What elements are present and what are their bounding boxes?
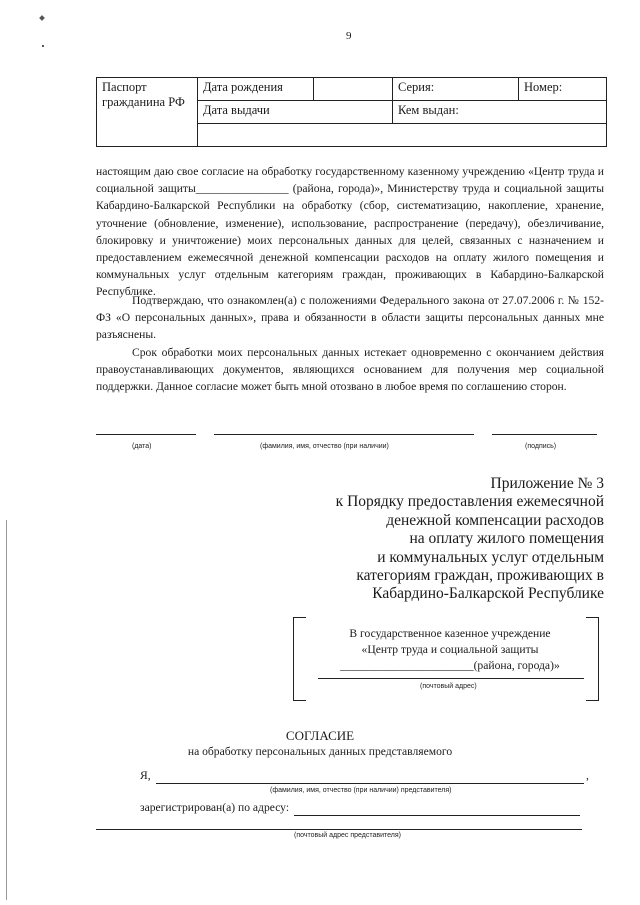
i-label: Я, <box>140 769 151 782</box>
appendix-line: Приложение № 3 <box>490 475 604 492</box>
address-box-line-2: «Центр труда и социальной защиты <box>361 643 539 656</box>
address-box-left-bracket <box>293 617 306 701</box>
representative-name-line <box>156 783 584 784</box>
scan-speck <box>6 520 7 900</box>
consent-paragraph-3: Срок обработки моих персональных данных истекает одновременно с окончанием действия правоустанавливающих документов, являющихся основанием для получения мер социальной поддержки. Данное согласие может быть мной отозвано в любое время по соглашению сторон. <box>96 346 604 394</box>
scan-speck <box>39 15 45 21</box>
page-number: 9 <box>346 30 352 42</box>
appendix-line: Кабардино-Балкарской Республике <box>372 585 604 603</box>
address-box-line-3: _______________________(района, города)» <box>340 659 560 672</box>
postal-address-caption: (почтовый адрес) <box>420 683 477 690</box>
representative-name-caption: (фамилия, имя, отчество (при наличии) представителя) <box>270 787 452 794</box>
issued-by-label: Кем выдан: <box>393 101 607 124</box>
appendix-heading <box>284 475 604 604</box>
consent-paragraph-1: настоящим даю свое согласие на обработку государственному казенному учреждению «Центр труда и социальной защиты________________ (района, города)», Министерству труда и социальной защиты Кабардино-Балкарской Республики на обработку (сбор, систематизацию, накопление, хранение, уточнение (обновление, изменение), использование, распространение (передачу), обезличивание, блокировку и уничтожение) моих персональных данных для целей, связанных с назначением и предоставлением ежемесячной денежной компенсации расходов на оплату жилого помещения и коммунальных услуг отдельным категориям граждан, проживающих в Кабардино-Балкарской Республике. <box>96 165 604 299</box>
birth-date-label: Дата рождения <box>198 78 314 101</box>
date-caption: (дата) <box>132 443 152 450</box>
series-label: Серия: <box>393 78 519 101</box>
number-label: Номер: <box>519 78 607 101</box>
name-comma: , <box>586 769 589 782</box>
registration-address-line <box>294 815 580 816</box>
scan-speck <box>42 45 44 47</box>
appendix-line: денежной компенсации расходов <box>386 511 604 529</box>
birth-date-value <box>314 78 393 101</box>
consent-subtitle: на обработку персональных данных представляемого <box>187 745 453 758</box>
passport-doc-label: Паспорт гражданина РФ <box>97 78 198 147</box>
name-line <box>214 434 474 435</box>
postal-address-line <box>318 678 584 679</box>
appendix-line: категориям граждан, проживающих в <box>356 567 604 585</box>
appendix-line: и коммунальных услуг отдельным <box>377 548 604 566</box>
representative-address-caption: (почтовый адрес представителя) <box>294 832 401 839</box>
appendix-line: на оплату жилого помещения <box>409 530 604 548</box>
issue-date-label: Дата выдачи <box>198 101 393 124</box>
appendix-line: к Порядку предоставления ежемесячной <box>335 493 604 511</box>
address-box-line-1: В государственное казенное учреждение <box>349 627 551 640</box>
name-caption: (фамилия, имя, отчество (при наличии) <box>260 443 389 450</box>
signature-line <box>492 434 597 435</box>
consent-paragraph-2: Подтверждаю, что ознакомлен(а) с положениями Федерального закона от 27.07.2006 г. № 152-ФЗ «О персональных данных», права и обязанности в области защиты персональных данных мне разъяснены. <box>96 294 604 342</box>
representative-address-line <box>96 829 582 830</box>
consent-title: СОГЛАСИЕ <box>285 728 355 743</box>
date-line <box>96 434 196 435</box>
issued-by-value <box>198 124 607 147</box>
registered-label: зарегистрирован(а) по адресу: <box>140 801 290 814</box>
signature-caption: (подпись) <box>525 443 557 450</box>
passport-table <box>96 77 607 147</box>
